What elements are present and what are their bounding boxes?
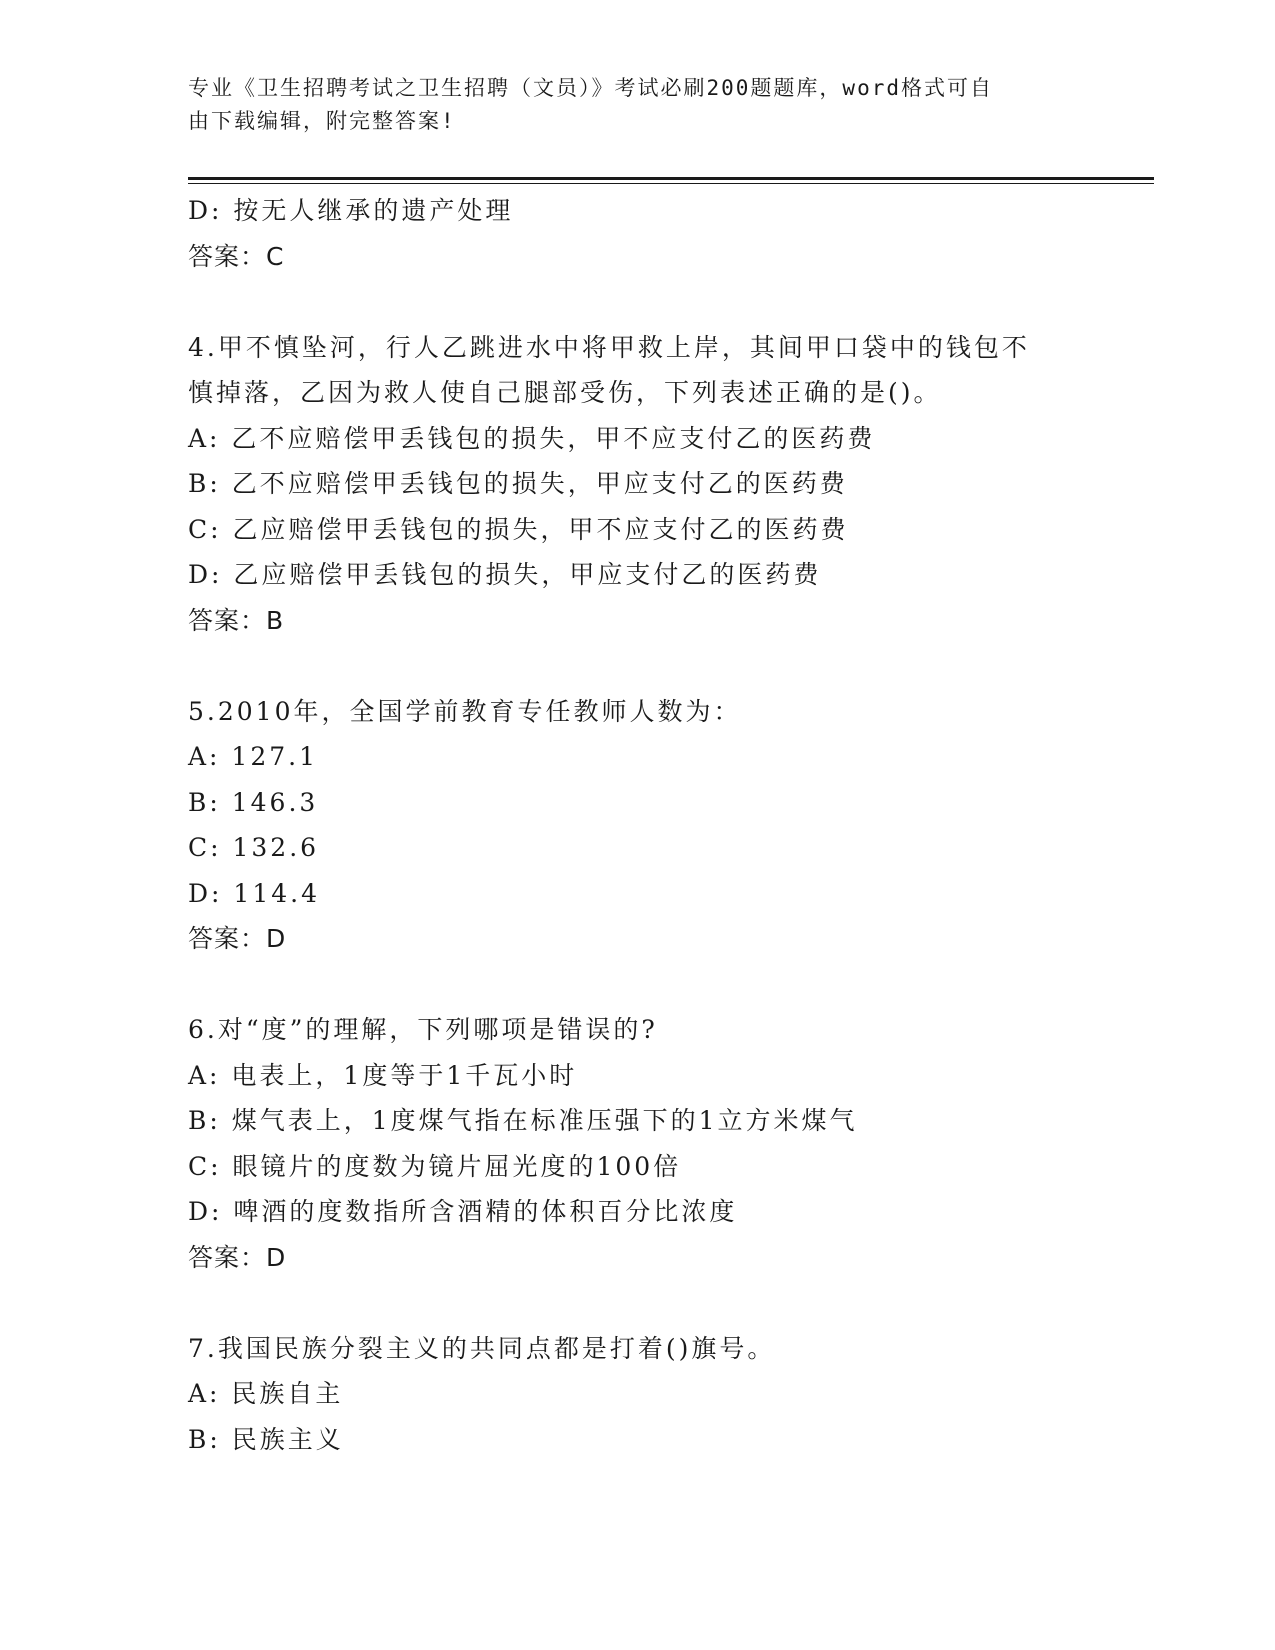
option-a: A: 127.1: [188, 742, 318, 771]
header-divider-thick: [188, 177, 1154, 180]
answer-line: 答案：B: [188, 605, 285, 635]
question-content: [188, 188, 1088, 1462]
header-line-1: 专业《卫生招聘考试之卫生招聘（文员）》考试必刷200题题库，word格式可自: [188, 76, 993, 100]
option-d: D: 114.4: [188, 878, 320, 908]
option-c: C: 132.6: [188, 833, 320, 862]
answer-line: 答案：C: [188, 241, 285, 271]
question-4: [188, 325, 1088, 644]
option-d: D: 乙应赔偿甲丢钱包的损失，甲应支付乙的医药费: [188, 560, 822, 589]
answer-line: 答案：D: [188, 924, 287, 953]
question-5: [188, 689, 1088, 962]
option-b: B: 乙不应赔偿甲丢钱包的损失，甲应支付乙的医药费: [188, 469, 848, 498]
option-a: A: 电表上，1度等于1千瓦小时: [188, 1060, 578, 1090]
option-c: C: 乙应赔偿甲丢钱包的损失，甲不应支付乙的医药费: [188, 514, 849, 544]
question-stem-line-1: 7.我国民族分裂主义的共同点都是打着()旗号。: [188, 1333, 776, 1363]
question-stem-line-1: 4.甲不慎坠河，行人乙跳进水中将甲救上岸，其间甲口袋中的钱包不: [188, 332, 1030, 362]
question-7: [188, 1326, 1088, 1463]
option-d: D: 啤酒的度数指所含酒精的体积百分比浓度: [188, 1197, 738, 1226]
question-6: [188, 1007, 1088, 1280]
option-b: B: 146.3: [188, 787, 319, 817]
option-c: C: 眼镜片的度数为镜片屈光度的100倍: [188, 1151, 682, 1181]
question-stem-line-1: 6.对“度”的理解，下列哪项是错误的?: [188, 1015, 658, 1044]
header-divider-thin: [188, 183, 1154, 184]
answer-line: 答案：D: [188, 1242, 287, 1272]
header-line-2: 由下载编辑，附完整答案!: [188, 109, 456, 133]
option-d: D: 按无人继承的遗产处理: [188, 196, 514, 225]
question-stem-line-1: 5.2010年，全国学前教育专任教师人数为：: [188, 696, 742, 726]
option-b: B: 煤气表上，1度煤气指在标准压强下的1立方米煤气: [188, 1106, 858, 1135]
page-header: [188, 72, 1068, 138]
question-stem-line-2: 慎掉落，乙因为救人使自己腿部受伤，下列表述正确的是()。: [188, 378, 942, 407]
option-b: B: 民族主义: [188, 1424, 344, 1454]
option-a: A: 民族自主: [188, 1379, 344, 1408]
option-a: A: 乙不应赔偿甲丢钱包的损失，甲不应支付乙的医药费: [188, 423, 876, 453]
